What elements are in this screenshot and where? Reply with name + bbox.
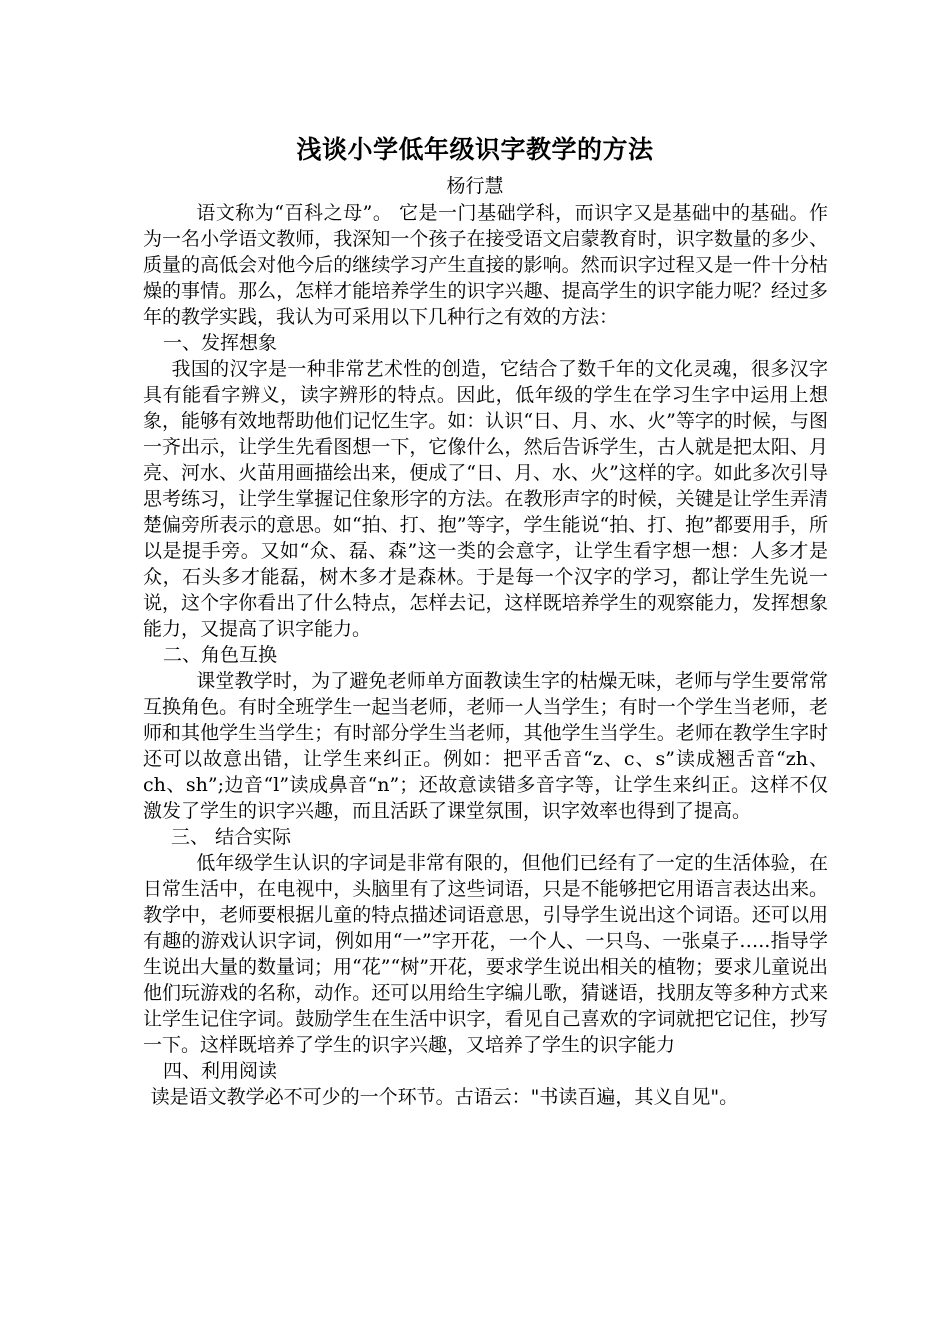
document-body	[143, 200, 828, 1110]
author-name: 杨行慧	[446, 175, 504, 197]
document-title: 浅谈小学低年级识字教学的方法	[296, 135, 654, 164]
section-heading-2: 二、角色互换	[163, 644, 278, 666]
section-paragraph-1: 我国的汉字是一种非常艺术性的创造，它结合了数千年的文化灵魂，很多汉字具有能看字辨义，读字辨形的特点。因此，低年级的学生在学习生字中运用上想象，能够有效地帮助他们记忆生字。如：认识“日、月、水、火”等字的时候，与图一齐出示，让学生先看图想一下，它像什么，然后告诉学生，古人就是把太阳、月亮、河水、火苗用画描绘出来，便成了“日、月、水、火”这样的字。如此多次引导思考练习，让学生掌握记住象形字的方法。在教形声字的时候，关键是让学生弄清楚偏旁所表示的意思。如“拍、打、抱”等字，学生能说“拍、打、抱”都要用手，所以是提手旁。又如“众、磊、森”这一类的会意字，让学生看字想一想：人多才是众，石头多才能磊，树木多才是森林。于是每一个汉字的学习，都让学生先说一说，这个字你看出了什么特点，怎样去记，这样既培养学生的观察能力，发挥想象能力，又提高了识字能力。	[143, 358, 828, 640]
section-heading-3: 三、 结合实际	[171, 826, 292, 848]
intro-paragraph: 语文称为“百科之母”。 它是一门基础学科，而识字又是基础中的基础。作为一名小学语文教师，我深知一个孩子在接受语文启蒙教育时，识字数量的多少、质量的高低会对他今后的继续学习产生直接的影响。然而识字过程又是一件十分枯燥的事情。那么，怎样才能培养学生的识字兴趣、提高学生的识字能力呢？经过多年的教学实践，我认为可采用以下几种行之有效的方法：	[143, 202, 828, 328]
section-paragraph-2: 课堂教学时，为了避免老师单方面教读生字的枯燥无味，老师与学生要常常互换角色。有时全班学生一起当老师，老师一人当学生；有时一个学生当老师，老师和其他学生当学生；有时部分学生当老师，其他学生当学生。老师在教学生字时还可以故意出错，让学生来纠正。例如：把平舌音“z、c、s”读成翘舌音“zh、ch、sh”;边音“l”读成鼻音“n”；还故意读错多音字等，让学生来纠正。这样不仅激发了学生的识字兴趣，而且活跃了课堂氛围，识字效率也得到了提高。	[143, 670, 828, 822]
section-paragraph-3: 低年级学生认识的字词是非常有限的，但他们已经有了一定的生活体验，在日常生活中，在电视中，头脑里有了这些词语，只是不能够把它用语言表达出来。教学中，老师要根据儿童的特点描述词语意思，引导学生说出这个词语。还可以用有趣的游戏认识字词，例如用“一”字开花，一个人、一只鸟、一张桌子…..指导学生说出大量的数量词；用“花”“树”开花，要求学生说出相关的植物；要求儿童说出他们玩游戏的名称，动作。还可以用给生字编儿歌，猜谜语，找朋友等多种方式来让学生记住字词。鼓励学生在生活中识字，看见自己喜欢的字词就把它记住，抄写一下。这样既培养了学生的识字兴趣，又培养了学生的识字能力	[143, 852, 828, 1056]
section-paragraph-4: 读是语文教学必不可少的一个环节。古语云："书读百遍，其义自见"。	[150, 1086, 739, 1108]
section-heading-1: 一、发挥想象	[163, 332, 278, 354]
section-heading-4: 四、利用阅读	[163, 1060, 278, 1082]
